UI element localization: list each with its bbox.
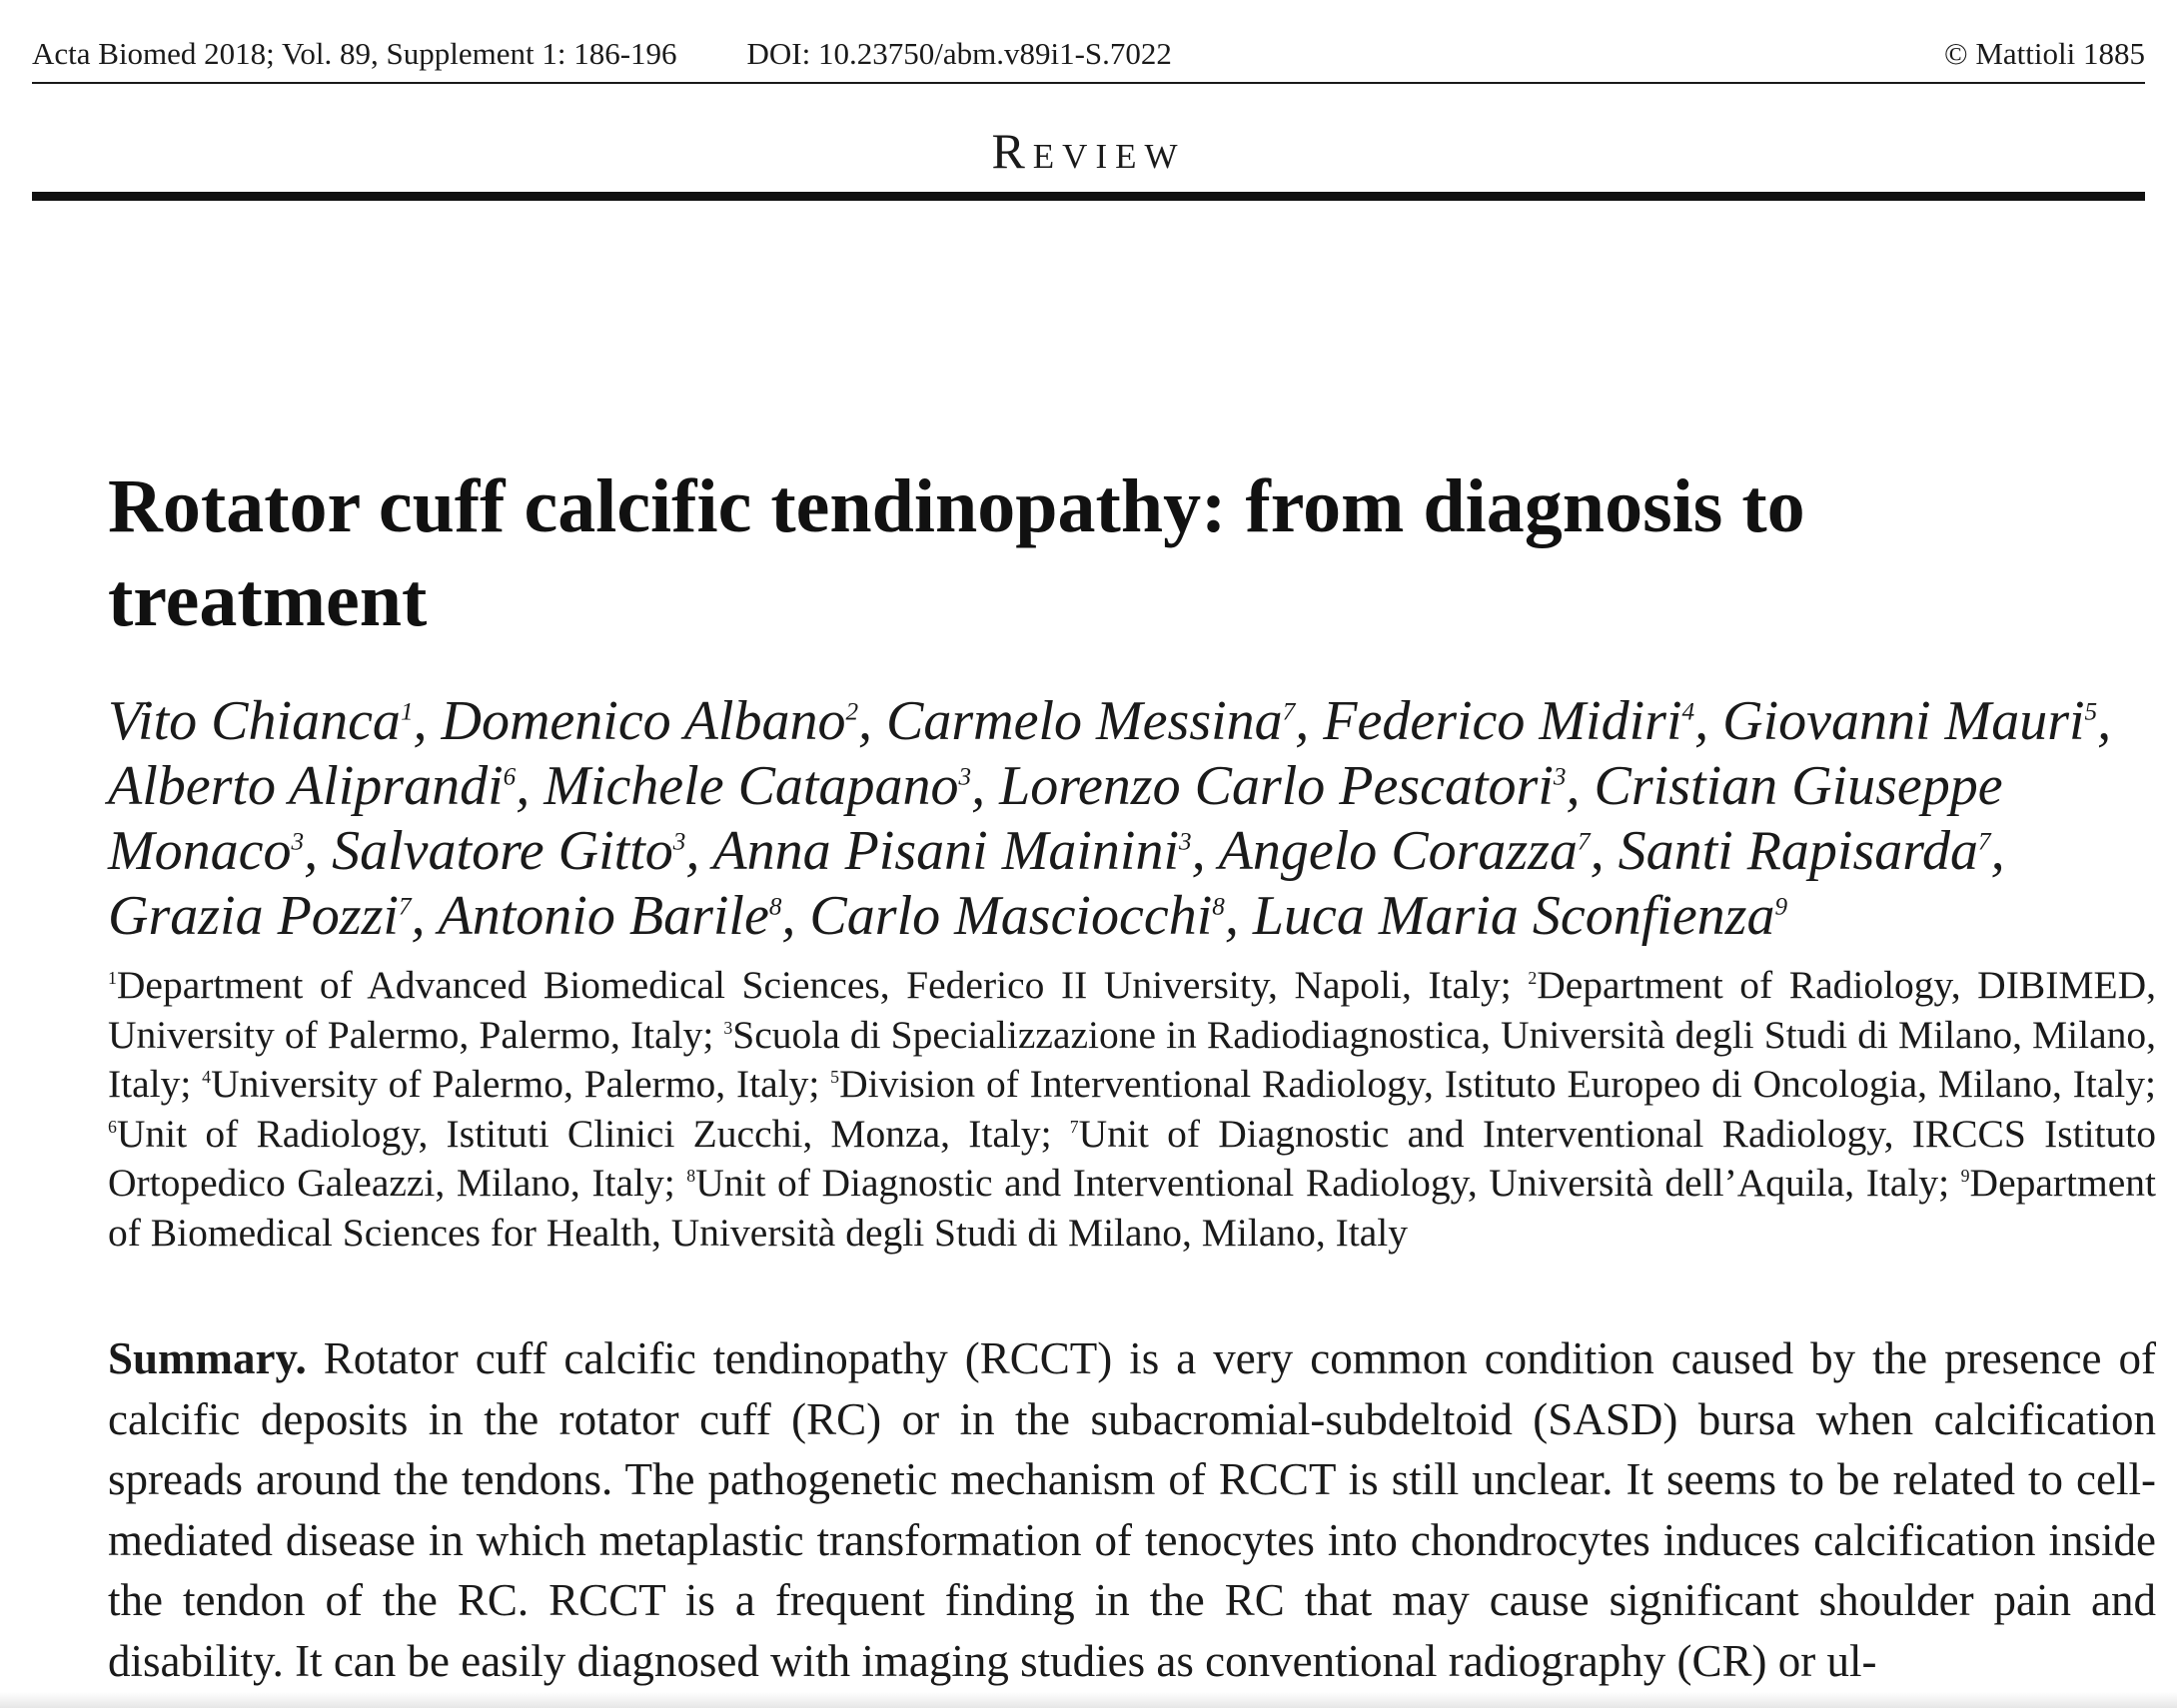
doi-text: DOI: 10.23750/abm.v89i1-S.7022 [746,36,1172,71]
author-name: Santi Rapisarda [1618,820,1978,882]
author-affiliation-marker: 5 [2084,698,2098,726]
author-name: Carlo Masciocchi [809,885,1213,947]
author-name: Cristian Giuseppe Monaco [108,755,2003,882]
author-entry [886,690,1295,752]
author-affiliation-marker: 9 [1774,893,1788,921]
summary-label: Summary. [108,1333,307,1383]
author-entry [1619,820,1991,882]
author-entry [442,690,859,752]
affiliation-number: 7 [1069,1116,1079,1137]
journal-citation: Acta Biomed 2018; Vol. 89, Supplement 1: 186-196 [32,36,677,71]
article-title: Rotator cuff calcific tendinopathy: from diagnosis to treatment [108,464,1805,642]
affiliation-number: 2 [1528,967,1538,988]
author-affiliation-marker: 3 [958,763,972,791]
section-divider [32,192,2145,201]
author-affiliation-marker: 6 [503,763,517,791]
author-list: Vito Chianca$^1$, Domenico Albano$^2$, Carmelo Messina$^7$, Federico Midiri$^4$, Giovanni Mauri$^5$, Alberto Aliprandi$^6$, Michele Catapano$^3$, Lorenzo Carlo Pescatori$^3$, Cristian Giuseppe Monaco$^3$, Salvatore Gitto$^3$, Anna Pisani Mainini$^3$, Angelo Corazza$^7$, Santi Rapisarda$^7$, Grazia Pozzi$^7$, Antonio Barile$^8$, Carlo Masciocchi$^8$, Luca Maria Sconfienza$^9$ [108,690,2112,947]
affiliation-text: Division of Interventional Radiology, Istituto Europeo di Oncologia, Milano, Italy; [839,1062,2156,1106]
summary-text: Rotator cuff calcific tendinopathy (RCCT) is a very common condition caused by the presence of calcific deposits in the rotator cuff (RC) or in the subacromial-subdeltoid (SASD) bursa when calcification spreads around the tendons. The pathogenetic mechanism of RCCT is still unclear. It seems to be related to cell-mediated disease in which metaplastic transformation of tenocytes into chondrocytes induces calcification inside the tendon of the RC. RCCT is a frequent finding in the RC that may cause significant shoulder pain and disability. It can be easily diagnosed with imaging studies as conventional radiography (CR) or ul- [108,1333,2157,1686]
header-divider [32,82,2145,84]
author-entry [1722,690,2097,752]
affiliation-entry [202,1062,819,1106]
affiliation-number: 1 [108,967,117,988]
affiliation-number: 4 [202,1066,212,1087]
affiliation-text: Unit of Diagnostic and Interventional Radiology, IRCCS Istituto Ortopedico Galeazzi, Milano, Italy; [108,1111,2156,1205]
affiliation-entry [830,1062,2156,1106]
author-affiliation-marker: 1 [400,698,414,726]
author-name: Grazia Pozzi [108,885,399,947]
affiliation-number: 9 [1960,1165,1970,1186]
affiliation-number: 3 [723,1017,733,1038]
affiliation-text: University of Palermo, Palermo, Italy; [211,1062,820,1106]
author-name: Carmelo Messina [886,690,1283,752]
author-entry [1253,885,1787,947]
author-affiliation-marker: 7 [1977,828,1991,856]
author-entry [439,885,782,947]
page-bottom-edge [0,1692,2177,1708]
author-affiliation-marker: 7 [398,893,412,921]
author-entry [999,755,1566,817]
affiliation-entry [686,1161,1949,1205]
affiliation-number: 8 [686,1165,696,1186]
affiliation-list [108,961,2156,1258]
affiliation-text: Unit of Diagnostic and Interventional Radiology, Università dell’Aquila, Italy; [695,1161,1950,1205]
author-affiliation-marker: 7 [1282,698,1296,726]
affiliation-text: Department of Biomedical Sciences for Health, Università degli Studi di Milano, Milano, Italy [108,1161,2156,1255]
author-entry [108,755,516,817]
affiliation-text: Scuola di Specializzazione in Radiodiagnostica, Università degli Studi di Milano, Milano, Italy; [108,1012,2157,1106]
affiliation-entry [108,1112,1052,1156]
author-affiliation-marker: 8 [768,893,782,921]
author-affiliation-marker: 3 [672,828,686,856]
author-affiliation-marker: 7 [1577,828,1591,856]
author-name: Anna Pisani Mainini [712,820,1180,882]
author-name: Antonio Barile [438,885,769,947]
author-entry [544,755,971,817]
author-name: Vito Chianca [108,690,401,752]
author-name: Lorenzo Carlo Pescatori [999,755,1554,817]
author-affiliation-marker: 3 [1553,763,1567,791]
header-left [32,36,1172,72]
author-affiliation-marker: 3 [291,828,305,856]
author-affiliation-marker: 3 [1179,828,1192,856]
affiliation-text: Unit of Radiology, Istituti Clinici Zucchi, Monza, Italy; [116,1111,1052,1156]
author-name: Domenico Albano [441,690,846,752]
copyright-text: © Mattioli 1885 [1944,36,2145,71]
author-entry [108,690,414,752]
author-entry [1323,690,1694,752]
affiliation-number: 5 [830,1066,840,1087]
author-entry [809,885,1224,947]
author-name: Michele Catapano [544,755,959,817]
author-affiliation-marker: 8 [1212,893,1225,921]
author-entry [108,885,412,947]
author-entry [712,820,1191,882]
author-entry [1219,820,1591,882]
page-header [32,28,2145,80]
author-affiliation-marker: 2 [845,698,859,726]
author-name: Giovanni Mauri [1722,690,2085,752]
author-name: Salvatore Gitto [332,820,673,882]
affiliation-entry [108,963,1512,1007]
author-affiliation-marker: 4 [1681,698,1695,726]
author-name: Angelo Corazza [1218,820,1578,882]
affiliation-text: Department of Advanced Biomedical Sciences, Federico II University, Napoli, Italy; [116,963,1512,1007]
section-label: Review [991,123,1186,179]
author-name: Luca Maria Sconfienza [1252,885,1775,947]
author-name: Alberto Aliprandi [108,755,504,817]
summary-paragraph [108,1328,2156,1691]
affiliation-number: 6 [108,1116,117,1137]
author-entry [332,820,685,882]
author-name: Federico Midiri [1323,690,1682,752]
affiliation-text: Department of Radiology, DIBIMED, University of Palermo, Palermo, Italy; [108,963,2157,1057]
